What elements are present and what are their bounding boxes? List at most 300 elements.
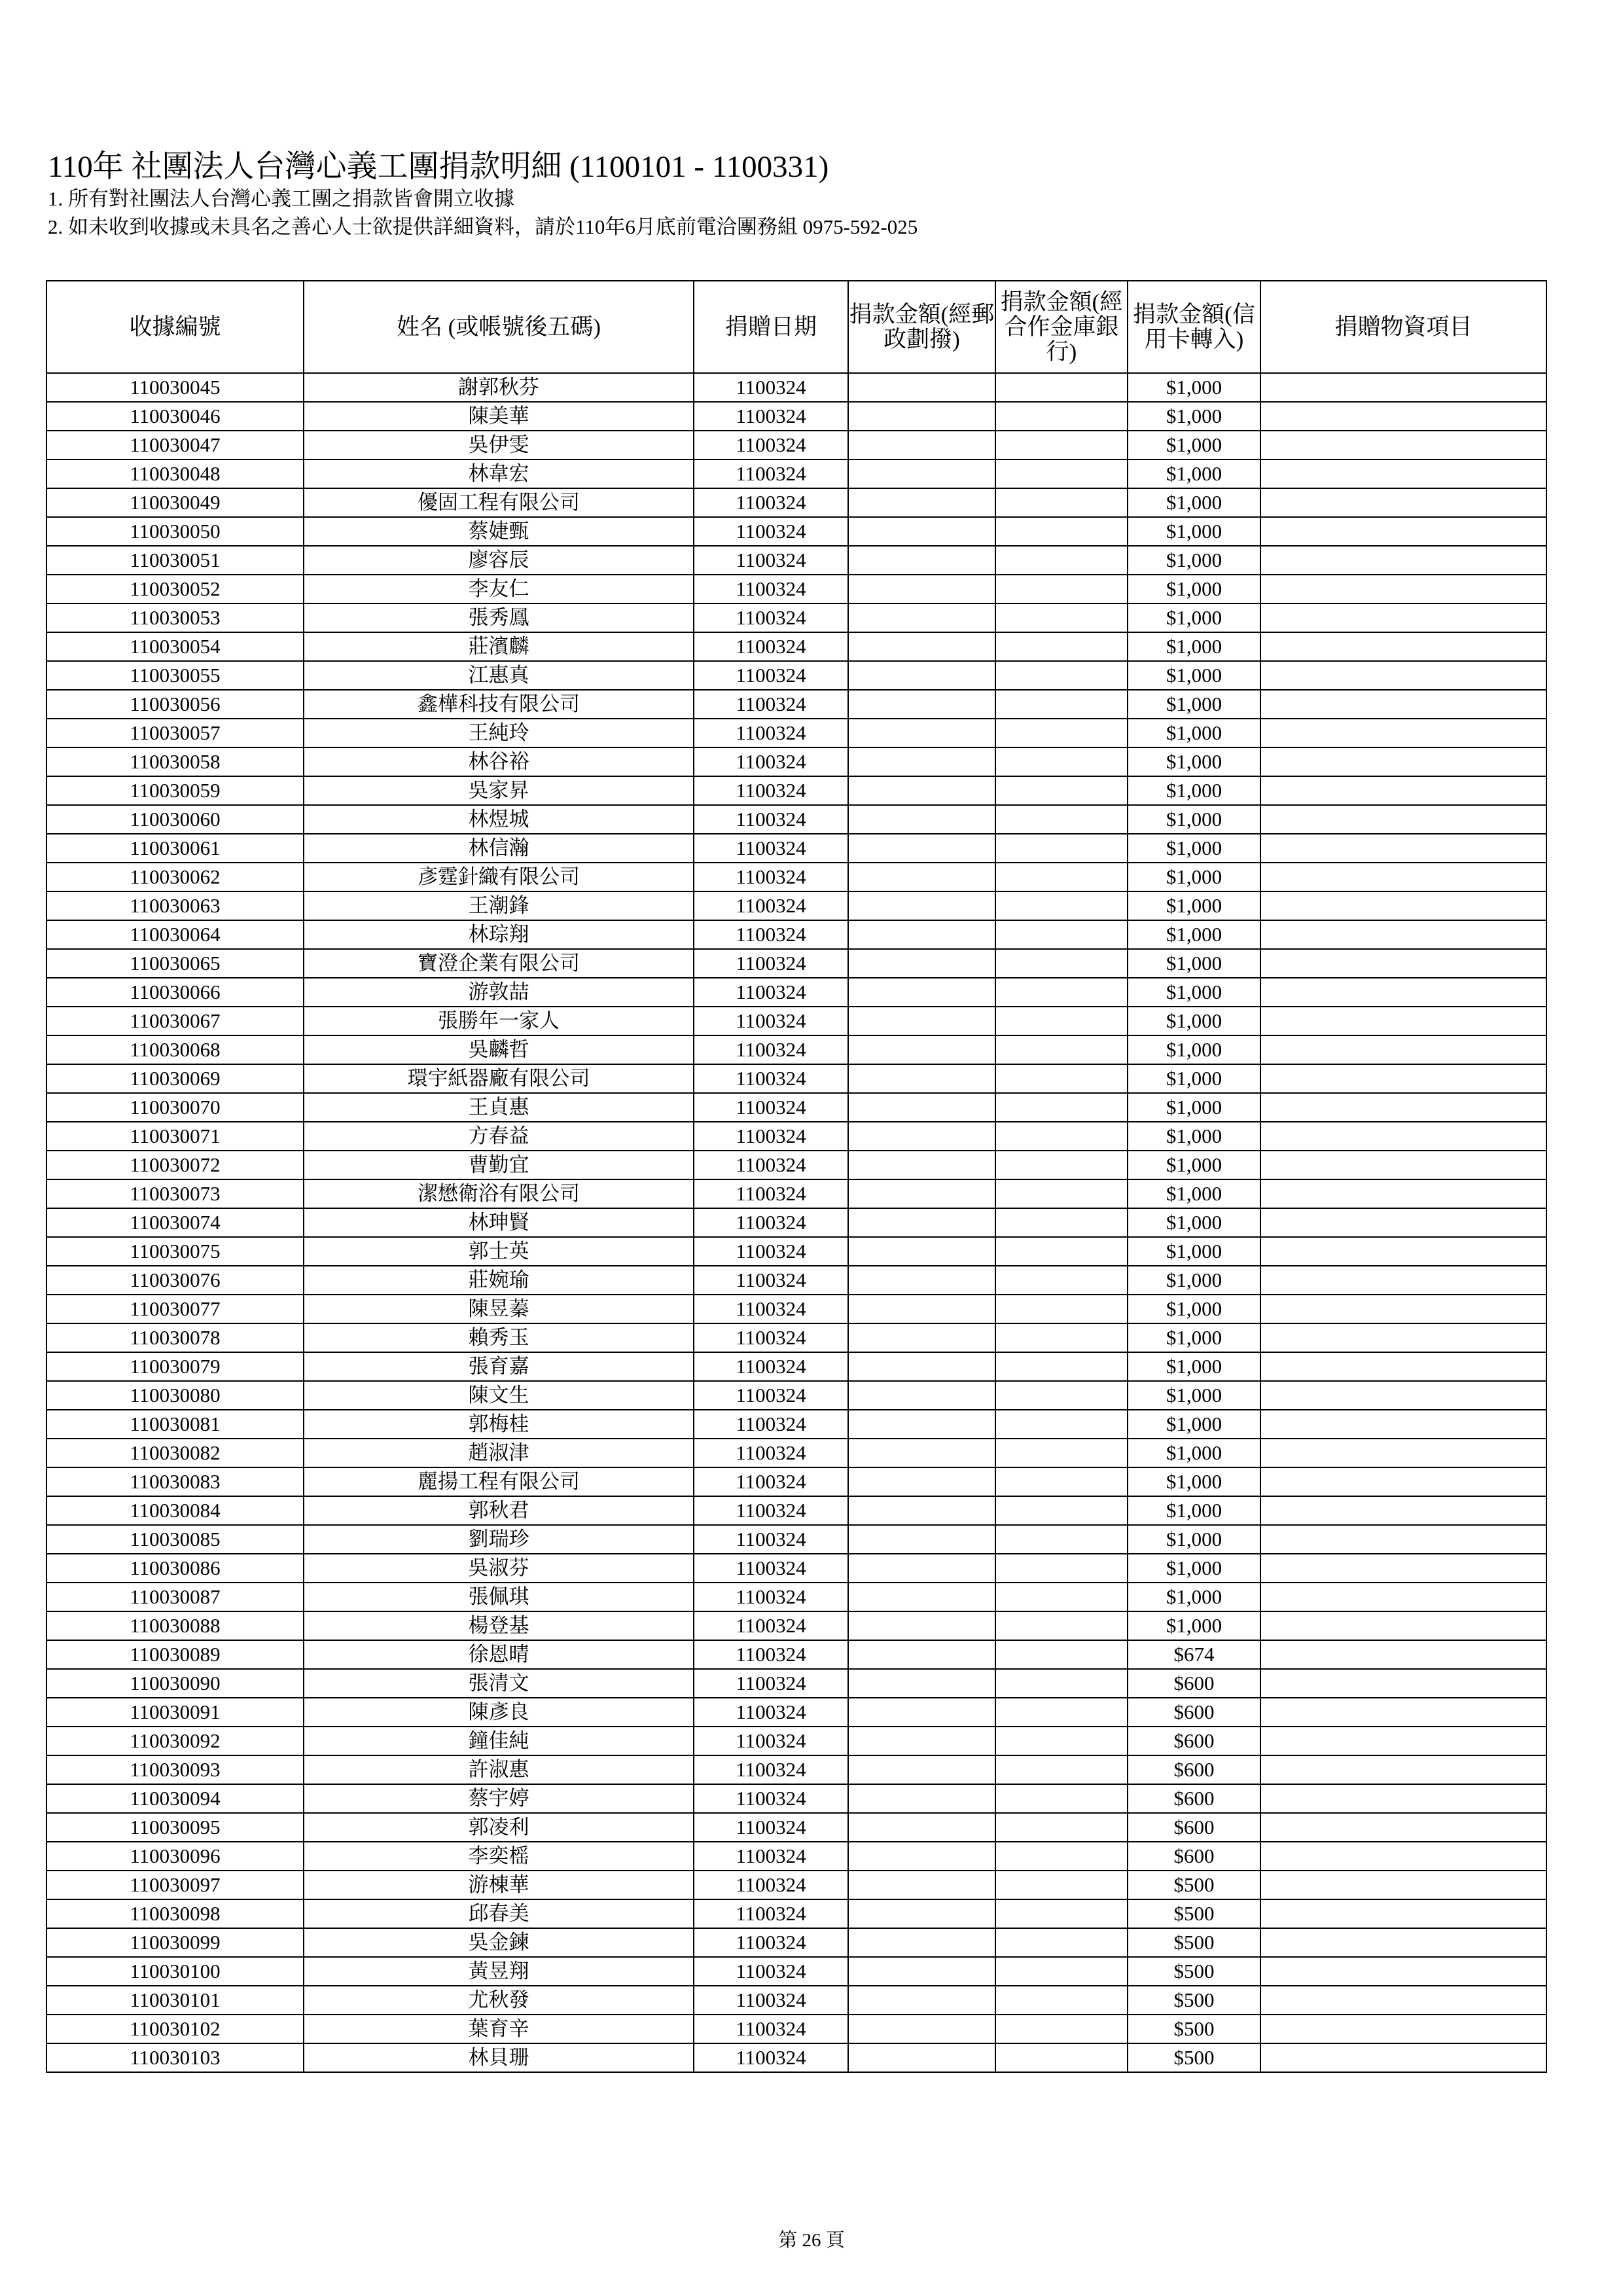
amount-credit-card-cell: $674 [1128,1640,1260,1669]
amount-credit-card-cell: $1,000 [1128,690,1260,719]
donated-items-cell [1260,1151,1546,1179]
table-row [46,1611,1546,1640]
table-row [46,1237,1546,1266]
donor-name-cell: 王貞惠 [304,1093,694,1122]
table-row [46,747,1546,776]
amount-bank-cell [995,1554,1128,1583]
receipt-number-cell: 110030103 [46,2043,304,2072]
table-row [46,1871,1546,1899]
table-row [46,1323,1546,1352]
page-title: 110年 社團法人台灣心義工團捐款明細 (1100101 - 1100331) [48,150,829,184]
donation-date-cell: 1100324 [694,805,848,834]
donor-name-cell: 莊婉瑜 [304,1266,694,1295]
amount-credit-card-cell: $600 [1128,1784,1260,1813]
donation-date-cell: 1100324 [694,632,848,661]
table-row [46,1813,1546,1842]
amount-postal-cell [848,1496,995,1525]
donor-name-cell: 張勝年一家人 [304,1007,694,1035]
donation-date-cell: 1100324 [694,517,848,546]
amount-credit-card-cell: $1,000 [1128,1179,1260,1208]
amount-bank-cell [995,1007,1128,1035]
amount-postal-cell [848,690,995,719]
amount-bank-cell [995,863,1128,891]
donor-name-cell: 張佩琪 [304,1583,694,1611]
amount-bank-cell [995,1727,1128,1755]
donation-date-cell: 1100324 [694,1035,848,1064]
table-row [46,690,1546,719]
donated-items-cell [1260,1496,1546,1525]
donor-name-cell: 林貝珊 [304,2043,694,2072]
donated-items-cell [1260,1295,1546,1323]
amount-bank-cell [995,1784,1128,1813]
receipt-number-cell: 110030077 [46,1295,304,1323]
donor-name-cell: 陳美華 [304,402,694,431]
amount-credit-card-cell: $1,000 [1128,747,1260,776]
receipt-number-cell: 110030087 [46,1583,304,1611]
amount-bank-cell [995,805,1128,834]
donor-name-cell: 吳金鍊 [304,1928,694,1957]
amount-postal-cell [848,1871,995,1899]
amount-postal-cell [848,1035,995,1064]
donation-date-cell: 1100324 [694,1237,848,1266]
amount-bank-cell [995,1410,1128,1439]
receipt-number-cell: 110030091 [46,1698,304,1727]
receipt-number-cell: 110030072 [46,1151,304,1179]
donor-name-cell: 郭士英 [304,1237,694,1266]
amount-postal-cell [848,373,995,402]
donated-items-cell [1260,402,1546,431]
donation-date-cell: 1100324 [694,1727,848,1755]
amount-bank-cell [995,2015,1128,2043]
receipt-number-cell: 110030095 [46,1813,304,1842]
amount-postal-cell [848,920,995,949]
amount-credit-card-cell: $500 [1128,2015,1260,2043]
donated-items-cell [1260,920,1546,949]
donor-name-cell: 陳昱蓁 [304,1295,694,1323]
amount-postal-cell [848,488,995,517]
amount-postal-cell [848,402,995,431]
donor-name-cell: 彥霆針織有限公司 [304,863,694,891]
amount-bank-cell [995,431,1128,459]
donor-name-cell: 郭秋君 [304,1496,694,1525]
donation-date-cell: 1100324 [694,1583,848,1611]
donated-items-cell [1260,661,1546,690]
donation-date-cell: 1100324 [694,1669,848,1698]
table-row [46,1842,1546,1871]
donation-date-cell: 1100324 [694,1064,848,1093]
donation-date-cell: 1100324 [694,1698,848,1727]
amount-credit-card-cell: $600 [1128,1842,1260,1871]
amount-credit-card-cell: $1,000 [1128,431,1260,459]
donation-date-cell: 1100324 [694,690,848,719]
amount-postal-cell [848,1467,995,1496]
amount-postal-cell [848,661,995,690]
amount-credit-card-cell: $1,000 [1128,517,1260,546]
amount-credit-card-cell: $1,000 [1128,834,1260,863]
donated-items-cell [1260,431,1546,459]
amount-postal-cell [848,1640,995,1669]
amount-credit-card-cell: $500 [1128,1928,1260,1957]
donation-date-cell: 1100324 [694,1179,848,1208]
amount-postal-cell [848,1611,995,1640]
table-row [46,1007,1546,1035]
table-row [46,1208,1546,1237]
donor-name-cell: 邱春美 [304,1899,694,1928]
receipt-number-cell: 110030063 [46,891,304,920]
receipt-number-cell: 110030051 [46,546,304,575]
receipt-number-cell: 110030074 [46,1208,304,1237]
donation-date-cell: 1100324 [694,1151,848,1179]
donated-items-cell [1260,1727,1546,1755]
donor-name-cell: 潔懋衛浴有限公司 [304,1179,694,1208]
amount-postal-cell [848,1323,995,1352]
table-row [46,1698,1546,1727]
donation-date-cell: 1100324 [694,1899,848,1928]
donated-items-cell [1260,1842,1546,1871]
receipt-number-cell: 110030052 [46,575,304,603]
table-row [46,1467,1546,1496]
donor-name-cell: 麗揚工程有限公司 [304,1467,694,1496]
amount-credit-card-cell: $1,000 [1128,1410,1260,1439]
receipt-number-cell: 110030058 [46,747,304,776]
amount-postal-cell [848,1007,995,1035]
amount-credit-card-cell: $1,000 [1128,949,1260,978]
donor-name-cell: 林琮翔 [304,920,694,949]
table-row [46,920,1546,949]
amount-postal-cell [848,1957,995,1986]
amount-bank-cell [995,978,1128,1007]
amount-postal-cell [848,632,995,661]
amount-credit-card-cell: $600 [1128,1813,1260,1842]
receipt-number-cell: 110030102 [46,2015,304,2043]
donated-items-cell [1260,373,1546,402]
table-row [46,1755,1546,1784]
page-number: 第 26 頁 [778,2230,845,2251]
amount-credit-card-cell: $1,000 [1128,719,1260,747]
receipt-number-cell: 110030059 [46,776,304,805]
amount-bank-cell [995,1122,1128,1151]
donor-name-cell: 吳家昇 [304,776,694,805]
donated-items-cell [1260,1957,1546,1986]
amount-credit-card-cell: $1,000 [1128,1467,1260,1496]
donation-date-cell: 1100324 [694,920,848,949]
receipt-number-cell: 110030056 [46,690,304,719]
receipt-number-cell: 110030060 [46,805,304,834]
donated-items-cell [1260,1928,1546,1957]
donated-items-cell [1260,1323,1546,1352]
table-row [46,978,1546,1007]
donor-name-cell: 王純玲 [304,719,694,747]
donor-name-cell: 吳伊雯 [304,431,694,459]
amount-postal-cell [848,1151,995,1179]
donated-items-cell [1260,834,1546,863]
donation-date-cell: 1100324 [694,1813,848,1842]
donated-items-cell [1260,1467,1546,1496]
table-row [46,373,1546,402]
amount-postal-cell [848,575,995,603]
amount-postal-cell [848,1986,995,2015]
header-donor-name: 姓名 (或帳號後五碼) [304,281,694,373]
receipt-number-cell: 110030086 [46,1554,304,1583]
donation-date-cell: 1100324 [694,661,848,690]
amount-bank-cell [995,891,1128,920]
amount-credit-card-cell: $600 [1128,1698,1260,1727]
table-row [46,632,1546,661]
donation-date-cell: 1100324 [694,402,848,431]
header-donation-date: 捐贈日期 [694,281,848,373]
amount-bank-cell [995,1035,1128,1064]
amount-credit-card-cell: $1,000 [1128,1151,1260,1179]
amount-credit-card-cell: $1,000 [1128,1266,1260,1295]
receipt-number-cell: 110030088 [46,1611,304,1640]
donated-items-cell [1260,1179,1546,1208]
donor-name-cell: 楊登基 [304,1611,694,1640]
donation-date-cell: 1100324 [694,834,848,863]
receipt-number-cell: 110030049 [46,488,304,517]
receipt-number-cell: 110030055 [46,661,304,690]
donated-items-cell [1260,575,1546,603]
donation-date-cell: 1100324 [694,863,848,891]
donor-name-cell: 方春益 [304,1122,694,1151]
receipt-number-cell: 110030081 [46,1410,304,1439]
donation-date-cell: 1100324 [694,1755,848,1784]
receipt-number-cell: 110030080 [46,1381,304,1410]
amount-bank-cell [995,1151,1128,1179]
receipt-number-cell: 110030101 [46,1986,304,2015]
amount-credit-card-cell: $1,000 [1128,1295,1260,1323]
donated-items-cell [1260,1813,1546,1842]
amount-postal-cell [848,1352,995,1381]
amount-bank-cell [995,834,1128,863]
receipt-number-cell: 110030098 [46,1899,304,1928]
donation-date-cell: 1100324 [694,1323,848,1352]
amount-credit-card-cell: $1,000 [1128,776,1260,805]
table-row [46,1439,1546,1467]
donor-name-cell: 吳淑芬 [304,1554,694,1583]
receipt-number-cell: 110030070 [46,1093,304,1122]
amount-postal-cell [848,747,995,776]
amount-credit-card-cell: $500 [1128,1899,1260,1928]
donation-date-cell: 1100324 [694,1352,848,1381]
donated-items-cell [1260,1007,1546,1035]
amount-credit-card-cell: $1,000 [1128,1035,1260,1064]
donated-items-cell [1260,1237,1546,1266]
donation-date-cell: 1100324 [694,1007,848,1035]
amount-bank-cell [995,1467,1128,1496]
receipt-number-cell: 110030082 [46,1439,304,1467]
amount-postal-cell [848,1899,995,1928]
donated-items-cell [1260,1554,1546,1583]
amount-postal-cell [848,1554,995,1583]
donated-items-cell [1260,459,1546,488]
amount-postal-cell [848,1122,995,1151]
amount-bank-cell [995,632,1128,661]
amount-credit-card-cell: $1,000 [1128,891,1260,920]
table-row [46,949,1546,978]
receipt-number-cell: 110030067 [46,1007,304,1035]
donor-name-cell: 陳文生 [304,1381,694,1410]
donated-items-cell [1260,1986,1546,2015]
donor-name-cell: 蔡宇婷 [304,1784,694,1813]
amount-bank-cell [995,920,1128,949]
table-row [46,2043,1546,2072]
note-contact: 2. 如未收到收據或未具名之善心人士欲提供詳細資料，請於110年6月底前電洽團務組 0975-592-025 [48,215,918,238]
amount-credit-card-cell: $1,000 [1128,402,1260,431]
amount-postal-cell [848,1208,995,1237]
table-row [46,1035,1546,1064]
donated-items-cell [1260,1899,1546,1928]
receipt-number-cell: 110030065 [46,949,304,978]
donation-date-cell: 1100324 [694,1266,848,1295]
amount-postal-cell [848,1295,995,1323]
receipt-number-cell: 110030079 [46,1352,304,1381]
table-row [46,661,1546,690]
donor-name-cell: 許淑惠 [304,1755,694,1784]
donor-name-cell: 林韋宏 [304,459,694,488]
amount-postal-cell [848,1928,995,1957]
donated-items-cell [1260,805,1546,834]
amount-postal-cell [848,1698,995,1727]
receipt-number-cell: 110030050 [46,517,304,546]
receipt-number-cell: 110030099 [46,1928,304,1957]
donor-name-cell: 郭梅桂 [304,1410,694,1439]
receipt-number-cell: 110030092 [46,1727,304,1755]
donation-date-cell: 1100324 [694,776,848,805]
amount-postal-cell [848,805,995,834]
donation-date-cell: 1100324 [694,459,848,488]
donor-name-cell: 環宇紙器廠有限公司 [304,1064,694,1093]
receipt-number-cell: 110030093 [46,1755,304,1784]
table-row [46,891,1546,920]
donated-items-cell [1260,690,1546,719]
amount-credit-card-cell: $1,000 [1128,1237,1260,1266]
receipt-number-cell: 110030083 [46,1467,304,1496]
table-row [46,1554,1546,1583]
donation-date-cell: 1100324 [694,1496,848,1525]
donation-date-cell: 1100324 [694,1957,848,1986]
donation-date-cell: 1100324 [694,1439,848,1467]
receipt-number-cell: 110030066 [46,978,304,1007]
donated-items-cell [1260,488,1546,517]
receipt-number-cell: 110030073 [46,1179,304,1208]
donated-items-cell [1260,1352,1546,1381]
amount-bank-cell [995,373,1128,402]
donation-date-cell: 1100324 [694,1208,848,1237]
table-row [46,1669,1546,1698]
amount-bank-cell [995,661,1128,690]
table-row [46,1986,1546,2015]
receipt-number-cell: 110030069 [46,1064,304,1093]
donor-name-cell: 蔡婕甄 [304,517,694,546]
donated-items-cell [1260,1669,1546,1698]
amount-credit-card-cell: $1,000 [1128,863,1260,891]
amount-credit-card-cell: $600 [1128,1669,1260,1698]
table-header-row [46,281,1546,373]
amount-bank-cell [995,1755,1128,1784]
receipt-number-cell: 110030071 [46,1122,304,1151]
amount-credit-card-cell: $1,000 [1128,1496,1260,1525]
amount-postal-cell [848,1813,995,1842]
donor-name-cell: 林谷裕 [304,747,694,776]
amount-bank-cell [995,546,1128,575]
donor-name-cell: 黃昱翔 [304,1957,694,1986]
table-row [46,488,1546,517]
amount-postal-cell [848,431,995,459]
header-amount-postal: 捐款金額(經郵政劃撥) [848,281,995,373]
table-row [46,1727,1546,1755]
receipt-number-cell: 110030100 [46,1957,304,1986]
table-row [46,1151,1546,1179]
amount-bank-cell [995,1583,1128,1611]
donated-items-cell [1260,1035,1546,1064]
donor-name-cell: 趙淑津 [304,1439,694,1467]
receipt-number-cell: 110030062 [46,863,304,891]
receipt-number-cell: 110030048 [46,459,304,488]
amount-credit-card-cell: $1,000 [1128,978,1260,1007]
amount-bank-cell [995,1698,1128,1727]
donation-date-cell: 1100324 [694,1525,848,1554]
donor-name-cell: 莊濱麟 [304,632,694,661]
amount-credit-card-cell: $600 [1128,1727,1260,1755]
amount-postal-cell [848,863,995,891]
table-row [46,1640,1546,1669]
donor-name-cell: 游敦喆 [304,978,694,1007]
donated-items-cell [1260,1410,1546,1439]
table-row [46,863,1546,891]
table-row [46,1928,1546,1957]
receipt-number-cell: 110030075 [46,1237,304,1266]
donor-name-cell: 游棟華 [304,1871,694,1899]
receipt-number-cell: 110030057 [46,719,304,747]
donor-name-cell: 葉育辛 [304,2015,694,2043]
amount-credit-card-cell: $1,000 [1128,546,1260,575]
donation-date-cell: 1100324 [694,1986,848,2015]
donated-items-cell [1260,949,1546,978]
amount-postal-cell [848,459,995,488]
table-row [46,431,1546,459]
table-row [46,805,1546,834]
table-row [46,719,1546,747]
donated-items-cell [1260,603,1546,632]
donor-name-cell: 優固工程有限公司 [304,488,694,517]
amount-bank-cell [995,1842,1128,1871]
amount-credit-card-cell: $1,000 [1128,603,1260,632]
donation-date-cell: 1100324 [694,1295,848,1323]
amount-postal-cell [848,1727,995,1755]
amount-bank-cell [995,1611,1128,1640]
table-row [46,776,1546,805]
amount-bank-cell [995,1813,1128,1842]
amount-bank-cell [995,603,1128,632]
header-amount-bank: 捐款金額(經合作金庫銀行) [995,281,1128,373]
donation-date-cell: 1100324 [694,1611,848,1640]
amount-bank-cell [995,1064,1128,1093]
donor-name-cell: 張育嘉 [304,1352,694,1381]
amount-bank-cell [995,488,1128,517]
amount-postal-cell [848,1381,995,1410]
table-row [46,1899,1546,1928]
donation-date-cell: 1100324 [694,488,848,517]
amount-postal-cell [848,517,995,546]
amount-postal-cell [848,1755,995,1784]
amount-credit-card-cell: $1,000 [1128,1208,1260,1237]
donated-items-cell [1260,632,1546,661]
amount-bank-cell [995,1208,1128,1237]
receipt-number-cell: 110030085 [46,1525,304,1554]
receipt-number-cell: 110030045 [46,373,304,402]
table-row [46,1784,1546,1813]
amount-credit-card-cell: $500 [1128,2043,1260,2072]
